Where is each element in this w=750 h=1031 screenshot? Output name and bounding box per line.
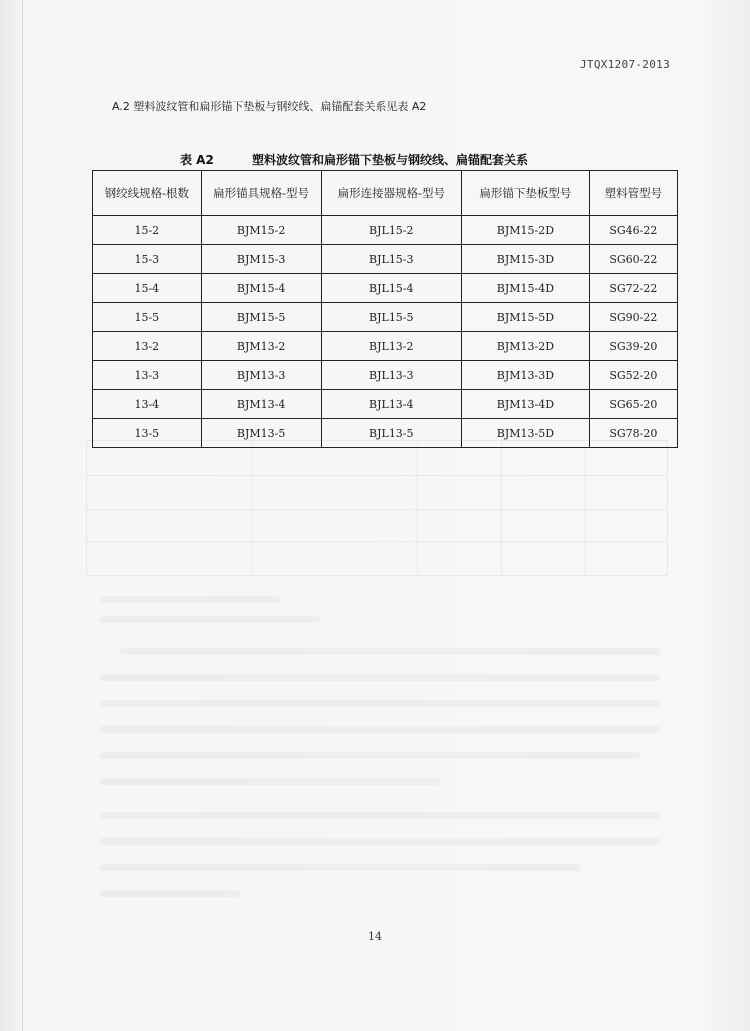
table-cell: 15-3	[93, 245, 202, 274]
show-through-text	[100, 864, 580, 871]
table-cell: SG72-22	[589, 274, 677, 303]
show-through-text	[100, 616, 320, 623]
table-row	[93, 216, 678, 245]
table-cell: BJM15-3D	[462, 245, 590, 274]
table-row	[93, 361, 678, 390]
table-cell: SG52-20	[589, 361, 677, 390]
column-header: 扁形锚具规格-型号	[201, 171, 321, 216]
show-through-text	[100, 838, 660, 845]
table-row	[93, 274, 678, 303]
table-cell: 13-5	[93, 419, 202, 448]
column-header: 塑料管型号	[589, 171, 677, 216]
show-through-table	[86, 440, 668, 576]
table-cell: 15-4	[93, 274, 202, 303]
table-cell: BJM13-5	[201, 419, 321, 448]
show-through-text	[120, 648, 660, 655]
show-through-text	[100, 890, 240, 897]
table-cell: SG78-20	[589, 419, 677, 448]
column-header: 扁形连接器规格-型号	[321, 171, 461, 216]
show-through-text	[100, 726, 660, 733]
document-code: JTQX1207-2013	[580, 58, 670, 71]
table-header-row	[93, 171, 678, 216]
table-cell: 13-2	[93, 332, 202, 361]
table-cell: SG60-22	[589, 245, 677, 274]
show-through-text	[100, 812, 660, 819]
show-through-text	[100, 674, 660, 681]
table-cell: BJL13-3	[321, 361, 461, 390]
table-cell: BJM15-4	[201, 274, 321, 303]
show-through-text	[100, 596, 280, 603]
table-cell: SG39-20	[589, 332, 677, 361]
table-cell: BJM15-2D	[462, 216, 590, 245]
table-cell: 15-2	[93, 216, 202, 245]
show-through-text	[100, 752, 640, 759]
table-caption	[180, 151, 600, 168]
table-cell: 13-4	[93, 390, 202, 419]
table-cell: BJM13-2	[201, 332, 321, 361]
table-cell: BJL13-5	[321, 419, 461, 448]
page-number: 14	[368, 930, 382, 943]
table-cell: BJM15-2	[201, 216, 321, 245]
table-cell: BJM13-2D	[462, 332, 590, 361]
table-cell: BJL15-4	[321, 274, 461, 303]
table-cell: BJL13-4	[321, 390, 461, 419]
table-cell: BJM13-4	[201, 390, 321, 419]
table-cell: 15-5	[93, 303, 202, 332]
table-cell: BJM15-5	[201, 303, 321, 332]
table-cell: SG46-22	[589, 216, 677, 245]
page-binding-edge	[22, 0, 23, 1031]
show-through-text	[100, 778, 440, 785]
table-cell: BJM15-4D	[462, 274, 590, 303]
table-caption-title: 塑料波纹管和扁形锚下垫板与钢绞线、扁锚配套关系	[252, 153, 529, 167]
table-cell: BJM13-5D	[462, 419, 590, 448]
table-cell: BJM13-4D	[462, 390, 590, 419]
table-row	[93, 245, 678, 274]
table-cell: BJM13-3D	[462, 361, 590, 390]
table-cell: BJM15-5D	[462, 303, 590, 332]
table-row	[93, 390, 678, 419]
table-cell: BJM15-3	[201, 245, 321, 274]
table-cell: BJM13-3	[201, 361, 321, 390]
table-cell: BJL15-3	[321, 245, 461, 274]
table-cell: BJL13-2	[321, 332, 461, 361]
table-caption-number: 表 A2	[180, 153, 214, 167]
table-cell: SG65-20	[589, 390, 677, 419]
table-row	[93, 332, 678, 361]
show-through-text	[100, 700, 660, 707]
column-header: 扁形锚下垫板型号	[462, 171, 590, 216]
column-header: 钢绞线规格-根数	[93, 171, 202, 216]
table-cell: 13-3	[93, 361, 202, 390]
table-cell: SG90-22	[589, 303, 677, 332]
table-row	[93, 303, 678, 332]
relationship-table	[92, 170, 678, 448]
table-cell: BJL15-2	[321, 216, 461, 245]
table-cell: BJL15-5	[321, 303, 461, 332]
section-heading: A.2 塑料波纹管和扁形锚下垫板与钢绞线、扁锚配套关系见表 A2	[112, 100, 427, 113]
